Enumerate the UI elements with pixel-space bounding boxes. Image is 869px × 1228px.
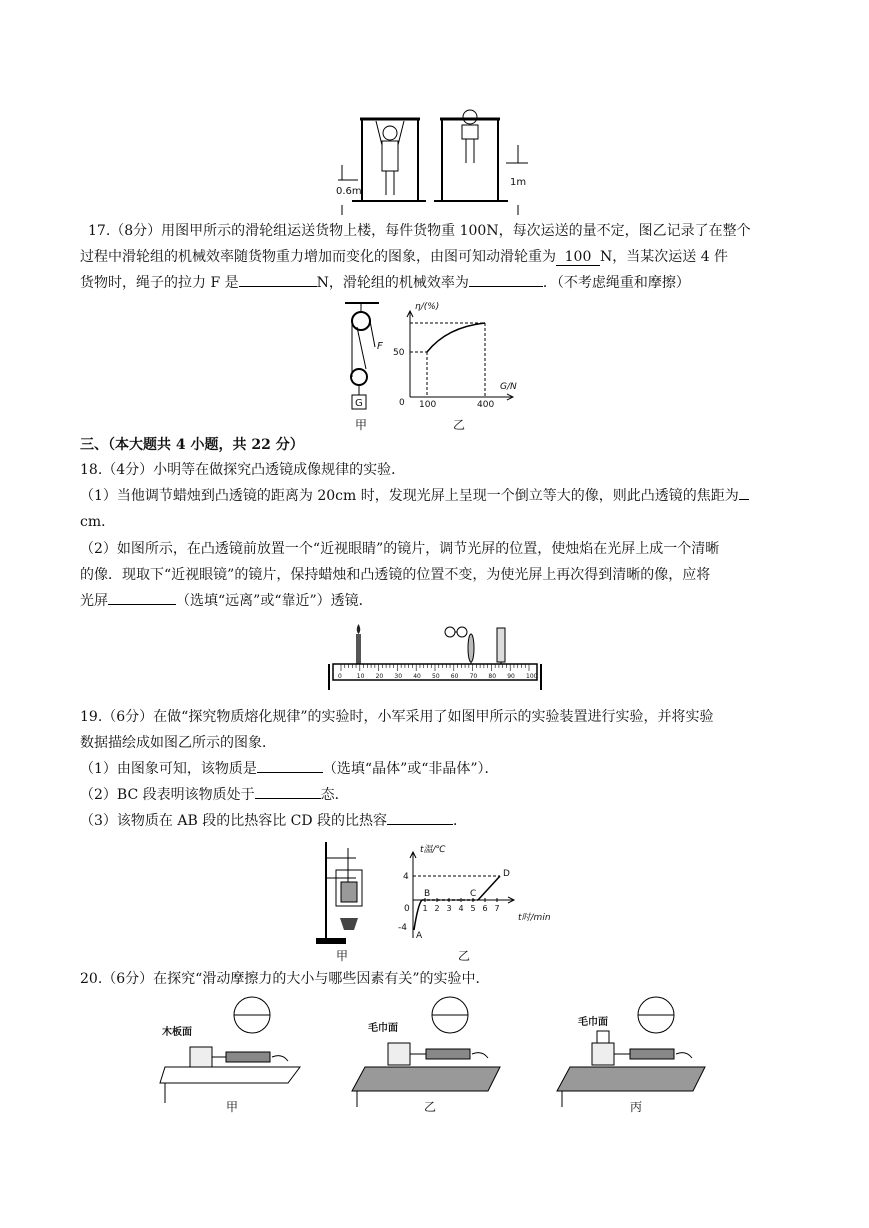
graph-caption-2: 乙 [458,949,471,963]
q18-p2-line3-a: 光屏 [80,593,108,609]
time-tick-label: 1 [422,904,428,913]
q19-p2-a: （2）BC 段表明该物质处于 [80,787,255,803]
ruler-label: 40 [413,673,421,680]
efficiency-axis-label: η/(%) [415,302,440,312]
q18-p1-line2: cm． [80,514,116,530]
graph-caption: 乙 [453,418,466,432]
q19-heat-blank[interactable] [387,824,453,825]
height-label-left: 0.6m [336,186,362,197]
time-axis-label: t时/min [518,913,551,923]
q19-crystal-blank[interactable] [257,772,323,773]
friction-panel-2 [352,997,500,1114]
q17-efficiency-blank[interactable] [469,286,543,287]
q18-p2-line2: 的像．现取下“近视眼镜”的镜片，保持蜡烛和凸透镜的位置不变，为使光屏上再次得到清晰的像，应将 [80,567,711,583]
q18-focal-blank[interactable] [739,499,749,500]
q18-p2-line1: （2）如图所示，在凸透镜前放置一个“近视眼睛”的镜片，调节光屏的位置，使烛焰在光屏上成一个清晰 [80,541,720,557]
force-label: F [377,341,383,352]
y-tick-4: 4 [403,872,409,882]
q18-screen-blank[interactable] [108,604,176,605]
q17-line3-c: ．（不考虑绳重和摩擦） [542,275,690,291]
q19-p2-b: 态． [320,787,349,803]
zero-label: 0 [404,904,410,914]
friction-panel-1 [160,997,300,1114]
friction-panel-3 [557,997,705,1114]
ruler-label: 70 [469,673,478,680]
ruler-label: 60 [450,673,459,680]
q17-line2-b: N，当某次运送 4 件 [600,249,729,265]
q19-p3-a: （3）该物质在 AB 段的比热容比 CD 段的比热容 [80,813,388,829]
point-C: C [470,889,477,899]
q17-line3 [80,273,690,293]
pullup-figure [330,105,545,215]
friction-figure [160,995,720,1115]
ruler-label: 50 [432,673,440,680]
q19-p3-b: ． [453,813,468,829]
ruler-label: 80 [488,673,497,680]
q18-p1-line1 [80,486,749,506]
x-tick-100: 100 [419,400,437,410]
q17-line2-a: 过程中滑轮组的机械效率随货物重力增加而变化的图象，由图可知动滑轮重为 [80,249,556,265]
optical-bench-figure [325,620,545,692]
ruler-label: 90 [507,673,515,680]
point-A: A [416,931,423,941]
panel-caption-1: 甲 [226,1100,239,1114]
panel-caption-3: 丙 [630,1100,643,1114]
q19-line1: 19.（6分）在做“探究物质熔化规律”的实验时，小军采用了如图甲所示的实验装置进行实验，并将实验 [80,709,714,725]
q17-line3-a: 货物时，绳子的拉力 F 是 [80,275,239,291]
q17-line1: 17.（8分）用图甲所示的滑轮组运送货物上楼，每件货物重 100N，每次运送的量不定，图乙记录了在整个 [88,223,751,239]
time-tick-label: 5 [470,904,476,913]
q17-figure [335,297,530,437]
q18-intro: 18.（4分）小明等在做探究凸透镜成像规律的实验． [80,462,406,478]
ruler-label: 100 [526,673,538,680]
q19-p3 [80,811,467,831]
time-tick-label: 2 [434,904,440,913]
time-tick-label: 7 [494,904,500,913]
surface-label-1: 木板面 [162,1027,192,1038]
time-tick-label: 4 [458,904,464,913]
surface-label-2: 毛巾面 [368,1023,398,1034]
q19-p2 [80,785,349,805]
y-tick-neg4: -4 [398,923,407,933]
q19-p1 [80,759,499,779]
q19-p1-b: （选填“晶体”或“非晶体”）． [322,761,499,777]
q18-p2-line3 [80,591,373,611]
q17-force-blank[interactable] [239,286,317,287]
height-label-right: 1m [510,177,527,188]
time-tick-label: 3 [446,904,452,913]
ruler-label: 0 [338,673,342,680]
pulley-caption: 甲 [355,418,368,432]
ruler-label: 10 [356,673,365,680]
x-tick-400: 400 [477,400,495,410]
q20-line1: 20.（6分）在探究“滑动摩擦力的大小与哪些因素有关”的实验中． [80,971,490,987]
q17-line2 [80,247,728,267]
ruler-label: 30 [394,673,403,680]
q19-line2: 数据描绘成如图乙所示的图象． [80,735,276,751]
point-B: B [424,889,431,899]
weight-label: G [355,398,363,409]
q18-p2-line3-b: （选填“远离”或“靠近”）透镜． [176,593,373,609]
temp-axis-label: t温/℃ [420,845,446,855]
section-3-heading: 三、（本大题共 4 小题，共 22 分） [80,437,304,453]
melting-figure [310,838,560,964]
point-D: D [503,869,510,879]
weight-axis-label: G/N [500,382,517,392]
q18-p1-text: （1）当他调节蜡烛到凸透镜的距离为 20cm 时，发现光屏上呈现一个倒立等大的像，则此凸透镜的焦距为 [80,488,739,504]
apparatus-caption: 甲 [336,949,349,963]
ruler-label: 20 [375,673,384,680]
q19-state-blank[interactable] [255,798,321,799]
origin-label: 0 [399,398,405,408]
surface-label-3: 毛巾面 [578,1017,608,1028]
q19-p1-a: （1）由图象可知，该物质是 [80,761,257,777]
time-tick-label: 6 [482,904,488,913]
panel-caption-2: 乙 [424,1100,437,1114]
y-tick-50: 50 [393,348,405,358]
q17-answer-blank: 100 [556,249,600,266]
q17-line3-b: N，滑轮组的机械效率为 [316,275,469,291]
